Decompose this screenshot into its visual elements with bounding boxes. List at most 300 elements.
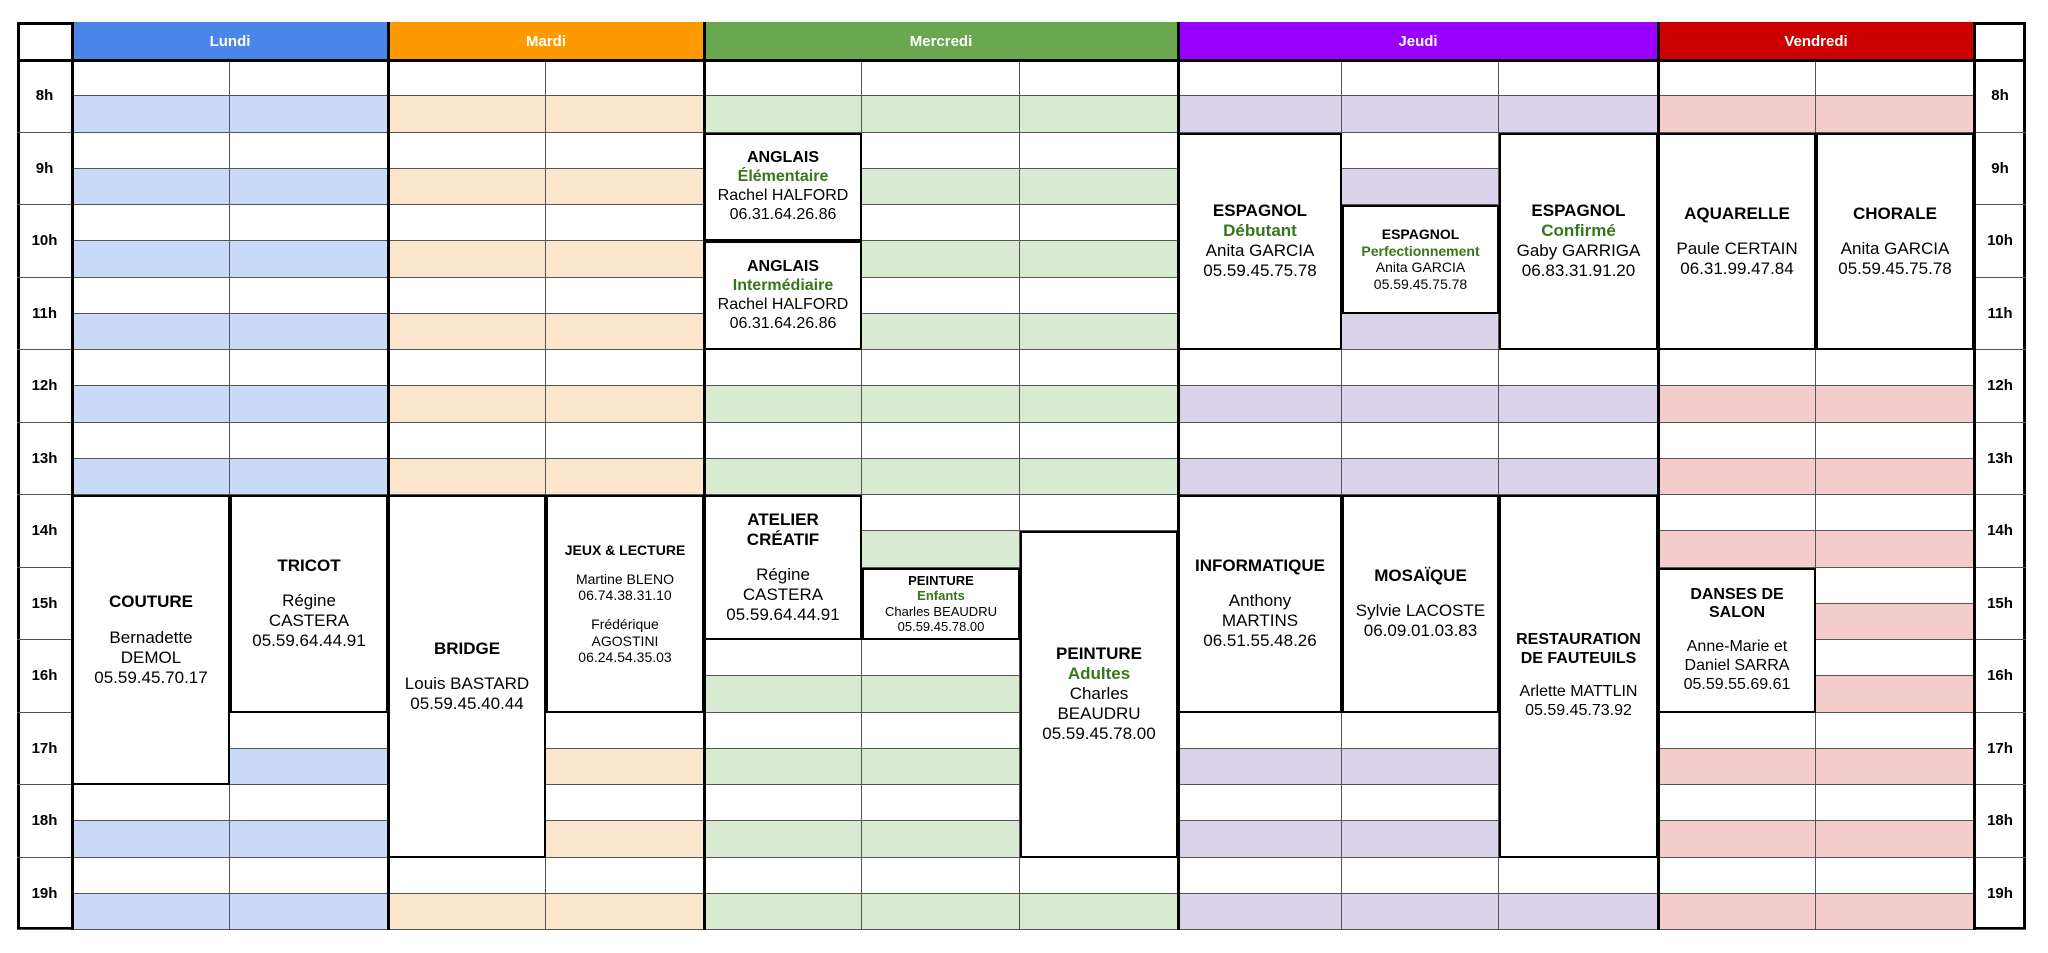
hour-label-left: 12h xyxy=(17,350,72,423)
half-hour-cell xyxy=(862,858,1020,894)
class-title: SALON xyxy=(1709,604,1765,622)
half-hour-cell xyxy=(230,314,388,350)
half-hour-cell xyxy=(1020,241,1178,277)
half-hour-cell xyxy=(1658,713,1816,749)
half-hour-cell xyxy=(230,423,388,459)
half-hour-cell xyxy=(1658,386,1816,422)
half-hour-cell xyxy=(704,785,862,821)
class-contact: 06.83.31.91.20 xyxy=(1521,261,1636,281)
half-hour-cell xyxy=(546,386,704,422)
class-contact: Régine xyxy=(756,565,810,585)
half-hour-cell xyxy=(1020,133,1178,169)
half-hour-cell xyxy=(388,133,546,169)
class-contact: 06.09.01.03.83 xyxy=(1363,621,1478,641)
class-title: MOSAÏQUE xyxy=(1374,566,1467,586)
hour-label-left: 14h xyxy=(17,495,72,568)
class-title: CHORALE xyxy=(1852,203,1938,223)
class-title: AQUARELLE xyxy=(1684,203,1790,223)
class-title: CRÉATIF xyxy=(746,529,820,549)
class-contact: 05.59.45.75.78 xyxy=(1838,258,1952,278)
half-hour-cell xyxy=(862,495,1020,531)
half-hour-cell xyxy=(230,60,388,96)
half-hour-cell xyxy=(1020,314,1178,350)
half-hour-cell xyxy=(546,858,704,894)
class-contact: Arlette MATTLIN xyxy=(1519,683,1638,701)
class-block-mercredi xyxy=(1020,531,1178,857)
half-hour-cell xyxy=(704,423,862,459)
hour-label-right: 9h xyxy=(1974,133,2026,206)
half-hour-cell xyxy=(862,314,1020,350)
class-level: Intermédiaire xyxy=(732,276,834,294)
half-hour-cell xyxy=(1499,858,1658,894)
column-separator xyxy=(71,22,74,930)
half-hour-cell xyxy=(704,894,862,930)
class-level: Adultes xyxy=(1067,664,1131,684)
half-hour-cell xyxy=(1658,96,1816,132)
half-hour-cell xyxy=(1342,749,1499,785)
half-hour-cell xyxy=(704,713,862,749)
class-contact: Rachel HALFORD xyxy=(717,186,849,204)
half-hour-cell xyxy=(1499,350,1658,386)
half-hour-cell xyxy=(1020,495,1178,531)
half-hour-cell xyxy=(230,858,388,894)
hour-label-left: 15h xyxy=(17,568,72,641)
half-hour-cell xyxy=(388,459,546,495)
class-block-vendredi xyxy=(1658,568,1816,713)
class-title: JEUX & LECTURE xyxy=(564,541,686,558)
hour-label-left: 18h xyxy=(17,785,72,858)
class-contact: 05.59.45.75.78 xyxy=(1203,261,1317,281)
class-contact: AGOSTINI xyxy=(591,632,659,649)
half-hour-cell xyxy=(388,241,546,277)
class-block-mercredi xyxy=(704,133,862,242)
half-hour-cell xyxy=(388,350,546,386)
half-hour-cell xyxy=(72,894,230,930)
half-hour-cell xyxy=(1816,640,1974,676)
half-hour-cell xyxy=(72,386,230,422)
class-contact: 06.31.64.26.86 xyxy=(729,205,837,223)
half-hour-cell xyxy=(388,314,546,350)
hour-label-left: 13h xyxy=(17,423,72,496)
hour-label-right: 14h xyxy=(1974,495,2026,568)
class-block-jeudi xyxy=(1342,205,1499,314)
class-block-mercredi xyxy=(704,241,862,350)
half-hour-cell xyxy=(1816,423,1974,459)
half-hour-cell xyxy=(862,96,1020,132)
half-hour-cell xyxy=(546,96,704,132)
class-contact: Anita GARCIA xyxy=(1375,259,1466,276)
half-hour-cell xyxy=(230,241,388,277)
day-header-lundi: Lundi xyxy=(72,22,388,60)
class-level: Élémentaire xyxy=(737,168,829,185)
half-hour-cell xyxy=(1342,60,1499,96)
class-contact: 05.59.45.78.00 xyxy=(897,619,985,635)
half-hour-cell xyxy=(704,676,862,712)
half-hour-cell xyxy=(388,96,546,132)
half-hour-cell xyxy=(1178,749,1342,785)
half-hour-cell xyxy=(862,749,1020,785)
half-hour-cell xyxy=(546,459,704,495)
half-hour-cell xyxy=(704,459,862,495)
hour-label-left: 10h xyxy=(17,205,72,278)
half-hour-cell xyxy=(72,314,230,350)
class-contact: Charles BEAUDRU xyxy=(885,603,997,619)
half-hour-cell xyxy=(546,821,704,857)
half-hour-cell xyxy=(1658,531,1816,567)
class-block-jeudi xyxy=(1342,495,1499,713)
half-hour-cell xyxy=(862,60,1020,96)
half-hour-cell xyxy=(1020,278,1178,314)
half-hour-cell xyxy=(388,386,546,422)
class-contact: Anne-Marie et xyxy=(1686,637,1788,655)
half-hour-cell xyxy=(862,350,1020,386)
hour-label-left: 19h xyxy=(17,858,72,931)
half-hour-cell xyxy=(1020,386,1178,422)
class-block-jeudi xyxy=(1178,133,1342,351)
class-level: Perfectionnement xyxy=(1361,242,1480,259)
class-block-jeudi xyxy=(1499,133,1658,351)
half-hour-cell xyxy=(72,96,230,132)
class-contact: Anita GARCIA xyxy=(1205,241,1315,261)
half-hour-cell xyxy=(72,423,230,459)
half-hour-cell xyxy=(230,894,388,930)
half-hour-cell xyxy=(230,169,388,205)
class-contact: 06.31.64.26.86 xyxy=(729,314,837,332)
half-hour-cell xyxy=(1178,96,1342,132)
half-hour-cell xyxy=(1020,350,1178,386)
half-hour-cell xyxy=(1020,858,1178,894)
class-block-vendredi xyxy=(1816,133,1974,351)
half-hour-cell xyxy=(388,169,546,205)
half-hour-cell xyxy=(546,314,704,350)
class-contact: Martine BLENO xyxy=(575,570,675,587)
class-title: TRICOT xyxy=(277,556,341,575)
half-hour-cell xyxy=(1658,350,1816,386)
half-hour-cell xyxy=(230,749,388,785)
hour-label-left: 17h xyxy=(17,713,72,786)
class-contact: 05.59.45.70.17 xyxy=(94,667,208,687)
half-hour-cell xyxy=(1178,350,1342,386)
half-hour-cell xyxy=(1178,894,1342,930)
hour-label-right: 12h xyxy=(1974,350,2026,423)
half-hour-cell xyxy=(388,423,546,459)
half-hour-cell xyxy=(230,821,388,857)
hour-label-left: 9h xyxy=(17,133,72,206)
half-hour-cell xyxy=(72,60,230,96)
hour-label-right: 10h xyxy=(1974,205,2026,278)
half-hour-cell xyxy=(1020,169,1178,205)
class-contact: 05.59.55.69.61 xyxy=(1683,675,1791,693)
half-hour-cell xyxy=(862,133,1020,169)
hour-label-right: 8h xyxy=(1974,60,2026,133)
class-contact: Charles xyxy=(1069,684,1129,704)
half-hour-cell xyxy=(72,459,230,495)
half-hour-cell xyxy=(1816,96,1974,132)
day-header-mercredi: Mercredi xyxy=(704,22,1178,60)
class-contact: BEAUDRU xyxy=(1057,704,1141,724)
half-hour-cell xyxy=(704,386,862,422)
class-contact: Sylvie LACOSTE xyxy=(1355,601,1486,621)
half-hour-cell xyxy=(546,350,704,386)
half-hour-cell xyxy=(1178,386,1342,422)
half-hour-cell xyxy=(1020,423,1178,459)
half-hour-cell xyxy=(1658,749,1816,785)
class-contact: 05.59.45.73.92 xyxy=(1525,702,1632,720)
class-title: PEINTURE xyxy=(1056,644,1142,664)
half-hour-cell xyxy=(1178,858,1342,894)
class-contact: CASTERA xyxy=(268,611,350,631)
header-separator xyxy=(17,59,2026,62)
half-hour-cell xyxy=(1020,459,1178,495)
half-hour-cell xyxy=(230,459,388,495)
class-title: INFORMATIQUE xyxy=(1194,556,1325,575)
half-hour-cell xyxy=(862,894,1020,930)
class-title: ESPAGNOL xyxy=(1212,201,1308,221)
class-block-lundi xyxy=(230,495,388,713)
class-block-vendredi xyxy=(1658,133,1816,351)
hour-label-right: 18h xyxy=(1974,785,2026,858)
half-hour-cell xyxy=(1816,568,1974,604)
half-hour-cell xyxy=(862,713,1020,749)
half-hour-cell xyxy=(72,205,230,241)
half-hour-cell xyxy=(1178,60,1342,96)
half-hour-cell xyxy=(704,640,862,676)
class-title: ESPAGNOL xyxy=(1381,226,1460,243)
half-hour-cell xyxy=(1816,821,1974,857)
hour-label-right: 13h xyxy=(1974,423,2026,496)
class-block-mardi xyxy=(546,495,704,713)
class-contact: 05.59.64.44.91 xyxy=(726,605,840,625)
half-hour-cell xyxy=(1658,423,1816,459)
class-contact: 05.59.64.44.91 xyxy=(252,631,366,651)
half-hour-cell xyxy=(388,60,546,96)
class-title: DANSES DE xyxy=(1690,585,1784,603)
half-hour-cell xyxy=(546,205,704,241)
hour-label-left: 11h xyxy=(17,278,72,351)
class-block-mercredi xyxy=(862,568,1020,641)
half-hour-cell xyxy=(704,96,862,132)
class-level: Enfants xyxy=(917,588,965,604)
half-hour-cell xyxy=(1816,749,1974,785)
half-hour-cell xyxy=(72,278,230,314)
half-hour-cell xyxy=(72,241,230,277)
half-hour-cell xyxy=(862,640,1020,676)
class-title: DE FAUTEUILS xyxy=(1520,650,1637,668)
half-hour-cell xyxy=(1499,459,1658,495)
class-contact: 06.74.38.31.10 xyxy=(578,587,672,604)
class-contact: Régine xyxy=(282,591,336,611)
half-hour-cell xyxy=(1342,894,1499,930)
hour-label-right: 17h xyxy=(1974,713,2026,786)
half-hour-cell xyxy=(1658,60,1816,96)
half-hour-cell xyxy=(1020,894,1178,930)
half-hour-cell xyxy=(1658,495,1816,531)
half-hour-cell xyxy=(546,894,704,930)
class-contact: Anthony xyxy=(1228,591,1292,611)
hour-label-right: 16h xyxy=(1974,640,2026,713)
half-hour-cell xyxy=(1342,713,1499,749)
class-contact: 05.59.45.75.78 xyxy=(1373,275,1468,292)
half-hour-cell xyxy=(72,133,230,169)
half-hour-cell xyxy=(1342,459,1499,495)
half-hour-cell xyxy=(1342,350,1499,386)
class-block-jeudi xyxy=(1499,495,1658,858)
half-hour-cell xyxy=(1658,785,1816,821)
class-block-jeudi xyxy=(1178,495,1342,713)
half-hour-cell xyxy=(862,821,1020,857)
half-hour-cell xyxy=(862,241,1020,277)
half-hour-cell xyxy=(1499,96,1658,132)
class-contact: Rachel HALFORD xyxy=(717,295,849,313)
class-contact: Louis BASTARD xyxy=(404,673,530,693)
half-hour-cell xyxy=(230,133,388,169)
half-hour-cell xyxy=(1658,894,1816,930)
half-hour-cell xyxy=(704,858,862,894)
half-hour-cell xyxy=(704,60,862,96)
half-hour-cell xyxy=(704,350,862,386)
half-hour-cell xyxy=(1342,785,1499,821)
half-hour-cell xyxy=(388,894,546,930)
half-hour-cell xyxy=(546,749,704,785)
half-hour-cell xyxy=(230,713,388,749)
half-hour-cell xyxy=(546,169,704,205)
class-contact: 06.24.54.35.03 xyxy=(578,649,672,666)
half-hour-cell xyxy=(862,531,1020,567)
class-contact: 06.31.99.47.84 xyxy=(1680,258,1794,278)
half-hour-cell xyxy=(1342,858,1499,894)
half-hour-cell xyxy=(1816,60,1974,96)
hour-label-right: 11h xyxy=(1974,278,2026,351)
half-hour-cell xyxy=(1178,785,1342,821)
half-hour-cell xyxy=(1816,459,1974,495)
class-contact: MARTINS xyxy=(1221,611,1299,631)
half-hour-cell xyxy=(1342,386,1499,422)
half-hour-cell xyxy=(1499,423,1658,459)
hour-label-left: 16h xyxy=(17,640,72,713)
half-hour-cell xyxy=(1020,96,1178,132)
half-hour-cell xyxy=(230,278,388,314)
class-block-mardi xyxy=(388,495,546,858)
class-title: ATELIER xyxy=(747,509,819,529)
half-hour-cell xyxy=(72,858,230,894)
half-hour-cell xyxy=(1816,531,1974,567)
half-hour-cell xyxy=(546,785,704,821)
half-hour-cell xyxy=(1816,350,1974,386)
half-hour-cell xyxy=(1178,821,1342,857)
half-hour-cell xyxy=(230,350,388,386)
half-hour-cell xyxy=(546,278,704,314)
class-block-lundi xyxy=(72,495,230,785)
half-hour-cell xyxy=(72,821,230,857)
class-contact: Daniel SARRA xyxy=(1684,656,1790,674)
class-contact: Frédérique xyxy=(591,616,659,633)
half-hour-cell xyxy=(1499,386,1658,422)
half-hour-cell xyxy=(72,350,230,386)
half-hour-cell xyxy=(1178,713,1342,749)
class-contact: CASTERA xyxy=(742,585,824,605)
half-hour-cell xyxy=(230,96,388,132)
half-hour-cell xyxy=(1816,495,1974,531)
day-header-mardi: Mardi xyxy=(388,22,704,60)
half-hour-cell xyxy=(862,423,1020,459)
half-hour-cell xyxy=(1816,894,1974,930)
half-hour-cell xyxy=(862,459,1020,495)
half-hour-cell xyxy=(1342,133,1499,169)
half-hour-cell xyxy=(388,205,546,241)
half-hour-cell xyxy=(1020,205,1178,241)
half-hour-cell xyxy=(862,169,1020,205)
class-title: ANGLAIS xyxy=(747,257,819,275)
half-hour-cell xyxy=(1658,459,1816,495)
class-title: COUTURE xyxy=(108,592,194,612)
half-hour-cell xyxy=(546,60,704,96)
class-contact: 06.51.55.48.26 xyxy=(1203,631,1317,651)
class-contact: Bernadette xyxy=(109,627,193,647)
half-hour-cell xyxy=(1816,858,1974,894)
half-hour-cell xyxy=(1342,96,1499,132)
day-header-jeudi: Jeudi xyxy=(1178,22,1658,60)
class-contact: Gaby GARRIGA xyxy=(1516,241,1641,261)
class-level: Confirmé xyxy=(1541,221,1616,241)
half-hour-cell xyxy=(72,785,230,821)
half-hour-cell xyxy=(862,205,1020,241)
hour-label-right: 15h xyxy=(1974,568,2026,641)
class-contact: Anita GARCIA xyxy=(1840,238,1950,258)
half-hour-cell xyxy=(1816,713,1974,749)
half-hour-cell xyxy=(704,749,862,785)
half-hour-cell xyxy=(862,386,1020,422)
half-hour-cell xyxy=(1816,785,1974,821)
half-hour-cell xyxy=(72,169,230,205)
half-hour-cell xyxy=(1499,894,1658,930)
half-hour-cell xyxy=(1178,459,1342,495)
half-hour-cell xyxy=(1342,314,1499,350)
class-block-mercredi xyxy=(704,495,862,640)
half-hour-cell xyxy=(1020,60,1178,96)
half-hour-cell xyxy=(1816,604,1974,640)
half-hour-cell xyxy=(230,785,388,821)
hour-label-left: 8h xyxy=(17,60,72,133)
class-title: ESPAGNOL xyxy=(1531,201,1626,221)
half-hour-cell xyxy=(1816,676,1974,712)
half-hour-cell xyxy=(704,821,862,857)
half-hour-cell xyxy=(1342,423,1499,459)
half-hour-cell xyxy=(862,676,1020,712)
half-hour-cell xyxy=(388,858,546,894)
half-hour-cell xyxy=(230,205,388,241)
half-hour-cell xyxy=(1816,386,1974,422)
half-hour-cell xyxy=(546,423,704,459)
class-title: ANGLAIS xyxy=(747,149,819,167)
half-hour-cell xyxy=(1499,60,1658,96)
half-hour-cell xyxy=(1658,858,1816,894)
half-hour-cell xyxy=(1342,821,1499,857)
half-hour-cell xyxy=(1658,821,1816,857)
class-title: PEINTURE xyxy=(908,573,974,589)
half-hour-cell xyxy=(862,278,1020,314)
half-hour-cell xyxy=(388,278,546,314)
half-hour-cell xyxy=(862,785,1020,821)
half-hour-cell xyxy=(1342,169,1499,205)
half-hour-cell xyxy=(546,241,704,277)
day-header-vendredi: Vendredi xyxy=(1658,22,1974,60)
half-hour-cell xyxy=(546,133,704,169)
half-hour-cell xyxy=(1178,423,1342,459)
class-contact: Paule CERTAIN xyxy=(1676,238,1798,258)
class-title: BRIDGE xyxy=(433,638,501,658)
half-hour-cell xyxy=(230,386,388,422)
half-hour-cell xyxy=(546,713,704,749)
